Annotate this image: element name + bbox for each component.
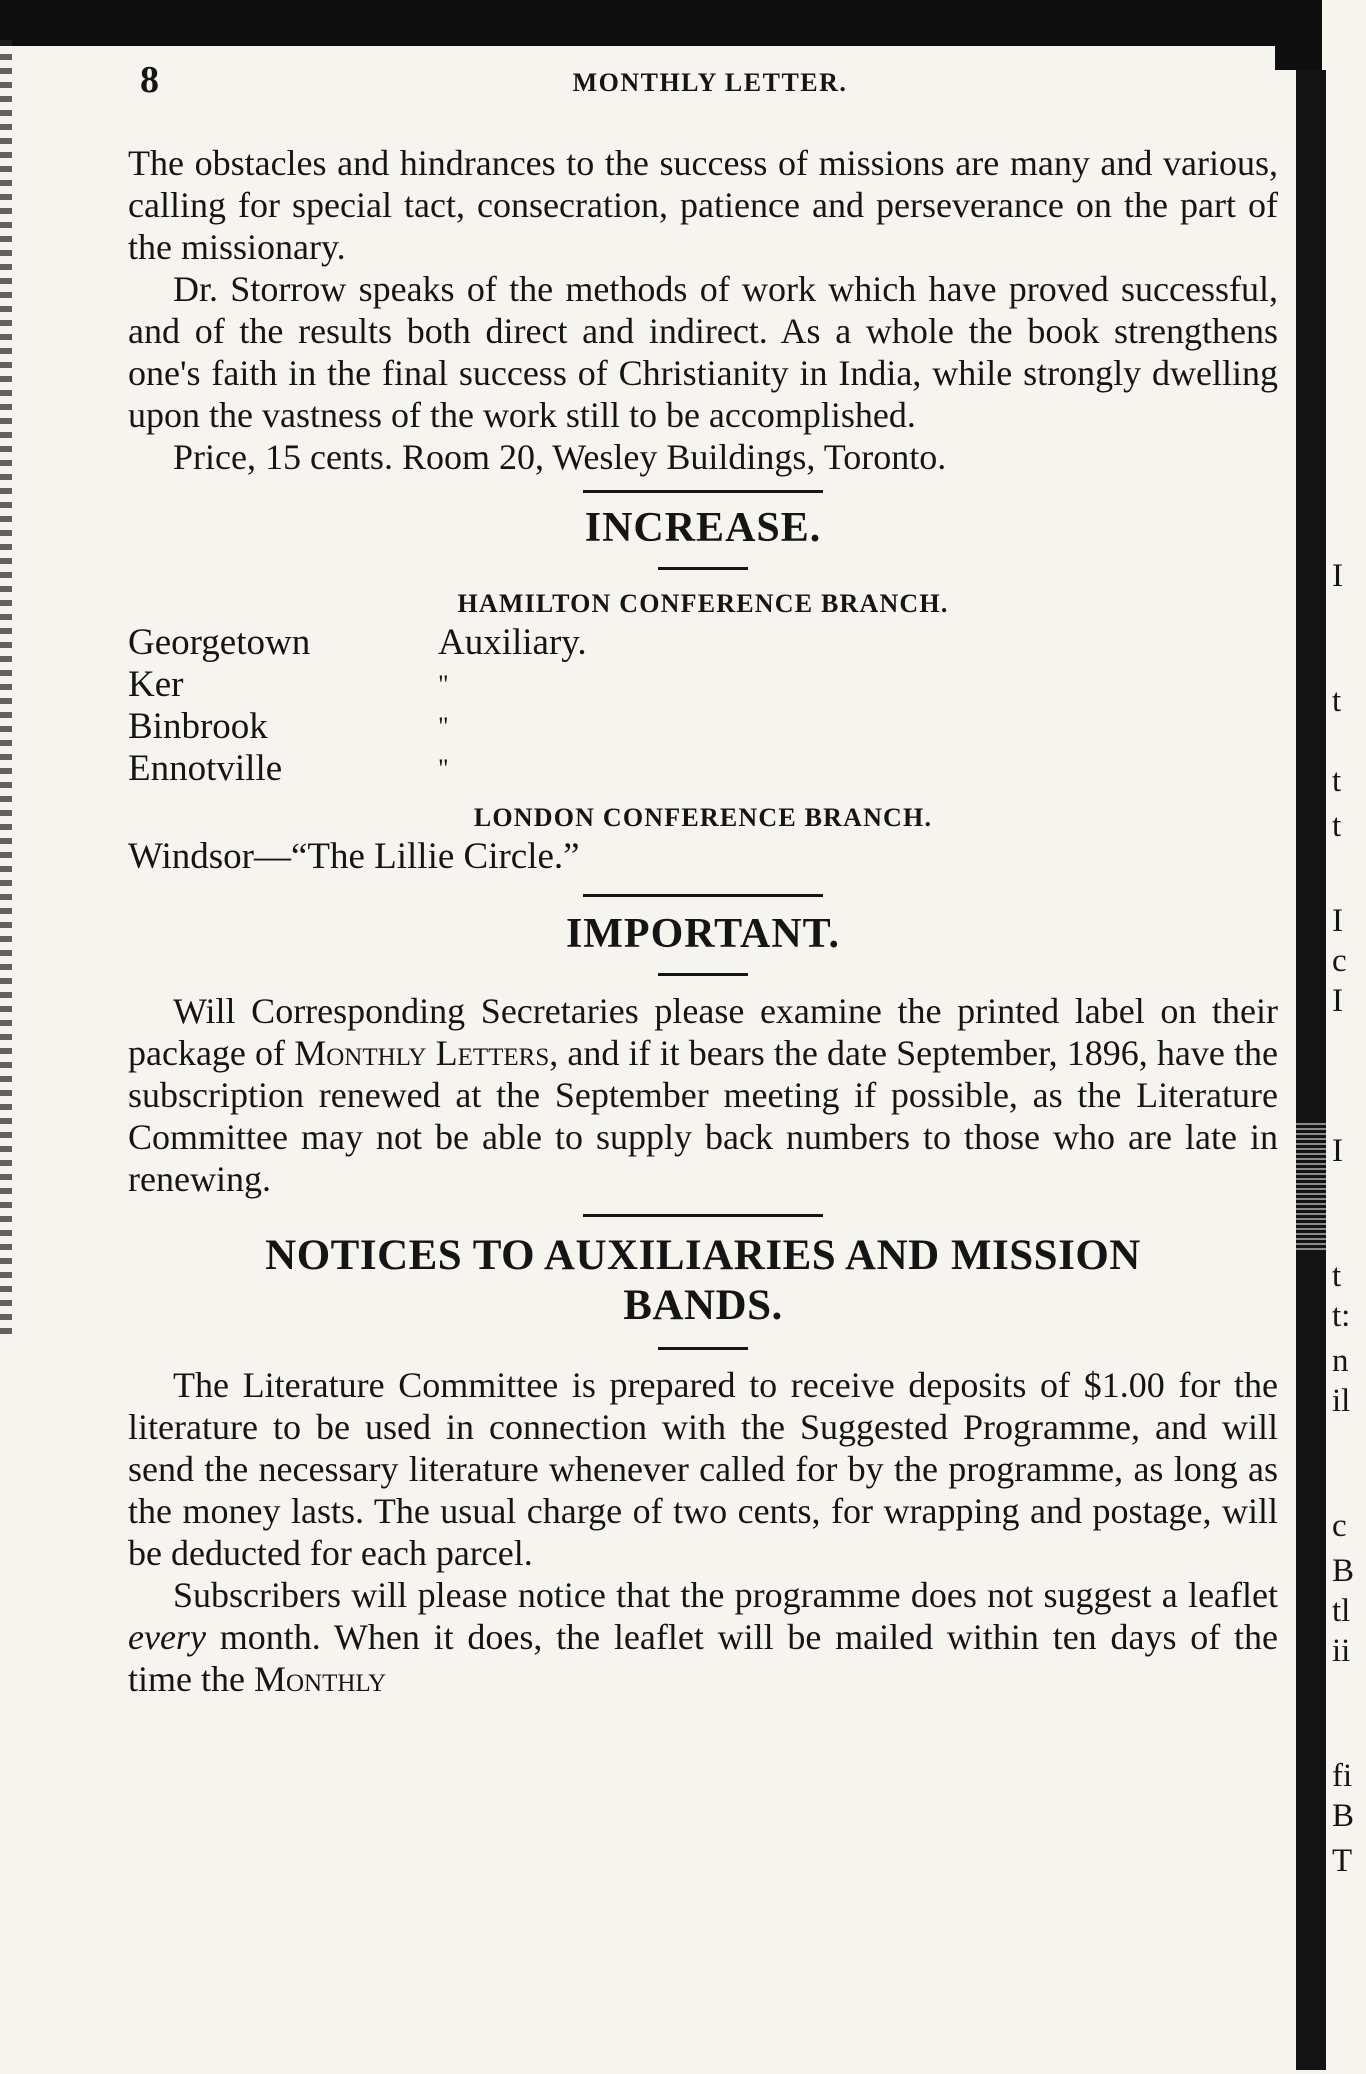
page-header: [130, 58, 1290, 102]
section-divider: [583, 490, 823, 493]
book-spine-texture: [1296, 1120, 1326, 1250]
text-run: month. When it does, the leaflet will be mailed within ten days of the time the: [128, 1617, 1278, 1699]
title-underline: [658, 567, 748, 570]
ditto-mark: ": [438, 712, 449, 741]
notices-section: [128, 1231, 1278, 1700]
text-run: Will Corresponding Secretaries please examine the printed label on their package of: [128, 991, 1278, 1073]
adjacent-fragment: T: [1332, 1843, 1353, 1879]
adjacent-fragment: fi: [1332, 1758, 1353, 1794]
branch-heading: LONDON CONFERENCE BRANCH.: [473, 803, 933, 832]
small-caps-run: Monthly Letters: [294, 1033, 550, 1073]
adjacent-page-edge: [1328, 0, 1366, 2074]
auxiliary-name: Georgetown: [128, 622, 311, 663]
adjacent-fragment: n: [1332, 1343, 1349, 1379]
section-title-line: NOTICES TO AUXILIARIES AND MISSION: [265, 1232, 1141, 1279]
ditto-mark: ": [438, 670, 449, 699]
section-title: IMPORTANT.: [565, 911, 841, 957]
adjacent-fragment: ii: [1332, 1633, 1351, 1669]
title-underline: [658, 973, 748, 976]
ditto-mark: ": [438, 754, 449, 783]
title-underline: [658, 1347, 748, 1350]
adjacent-fragment: t: [1332, 763, 1342, 799]
adjacent-fragment: t: [1332, 1258, 1342, 1294]
book-spine-shadow: [1296, 70, 1326, 2070]
text-column: [128, 142, 1278, 1700]
auxiliary-name: Ker: [128, 664, 184, 705]
body-paragraph: The obstacles and hindrances to the success of missions are many and various, calling for special tact, consecration, patience and perseverance on the part of the missionary.: [128, 143, 1278, 267]
list-item: [128, 748, 1278, 790]
adjacent-fragment: B: [1332, 1553, 1355, 1589]
section-title: [128, 1231, 1278, 1331]
adjacent-fragment: il: [1332, 1383, 1351, 1419]
page-number: 8: [140, 59, 159, 101]
branch-list: [128, 622, 1278, 790]
adjacent-fragment: I: [1332, 1133, 1343, 1169]
text-run: Subscribers will please notice that the programme does not suggest a leaflet: [173, 1575, 1278, 1615]
auxiliary-name: Ennotville: [128, 748, 283, 789]
adjacent-fragment: B: [1332, 1798, 1355, 1834]
book-notice-section: [128, 142, 1278, 478]
increase-section: [128, 505, 1278, 878]
emphasis-run: every: [128, 1617, 206, 1657]
list-item: [128, 622, 1278, 664]
adjacent-fragment: I: [1332, 903, 1343, 939]
small-caps-run: Monthly: [253, 1659, 387, 1699]
price-line: Price, 15 cents. Room 20, Wesley Buildings, Toronto.: [173, 437, 947, 477]
circle-name: Windsor—“The Lillie Circle.”: [128, 836, 580, 877]
branch-heading: HAMILTON CONFERENCE BRANCH.: [457, 589, 949, 618]
section-divider: [583, 1214, 823, 1217]
section-title: INCREASE.: [584, 505, 822, 551]
adjacent-fragment: c: [1332, 1508, 1347, 1544]
adjacent-fragment: I: [1332, 983, 1343, 1019]
list-item: [128, 706, 1278, 748]
adjacent-fragment: t:: [1332, 1298, 1351, 1334]
auxiliary-name: Binbrook: [128, 706, 268, 747]
important-section: [128, 911, 1278, 1200]
adjacent-fragment: I: [1332, 558, 1343, 594]
body-paragraph: Dr. Storrow speaks of the methods of work which have proved successful, and of the results both direct and indirect. As a whole the book strengthens one's faith in the final success of Christianity in India, while strongly dwelling upon the vastness of the work still to be accomplished.: [128, 269, 1278, 435]
body-paragraph: [128, 1574, 1278, 1700]
section-divider: [583, 894, 823, 897]
list-item: [128, 836, 1278, 878]
adjacent-fragment: t: [1332, 683, 1342, 719]
section-title-line: BANDS.: [623, 1282, 783, 1329]
list-item: [128, 664, 1278, 706]
body-paragraph: The Literature Committee is prepared to receive deposits of $1.00 for the literature to be used in connection with the Suggested Programme, and will send the necessary literature whenever called for by the programme, as long as the money lasts. The usual charge of two cents, for wrapping and postage, will be deducted for each parcel.: [128, 1365, 1278, 1573]
body-paragraph: [128, 990, 1278, 1200]
adjacent-fragment: c: [1332, 943, 1347, 979]
running-title: MONTHLY LETTER.: [572, 68, 848, 97]
auxiliary-type: Auxiliary.: [438, 622, 587, 663]
adjacent-fragment: t: [1332, 808, 1342, 844]
adjacent-fragment: tl: [1332, 1593, 1351, 1629]
text-run: , and if it bears the date September, 1896, have the subscription renewed at the September meeting if possible, as the Literature Committee may not be able to supply back numbers to those who are late in renewing.: [128, 1033, 1279, 1199]
